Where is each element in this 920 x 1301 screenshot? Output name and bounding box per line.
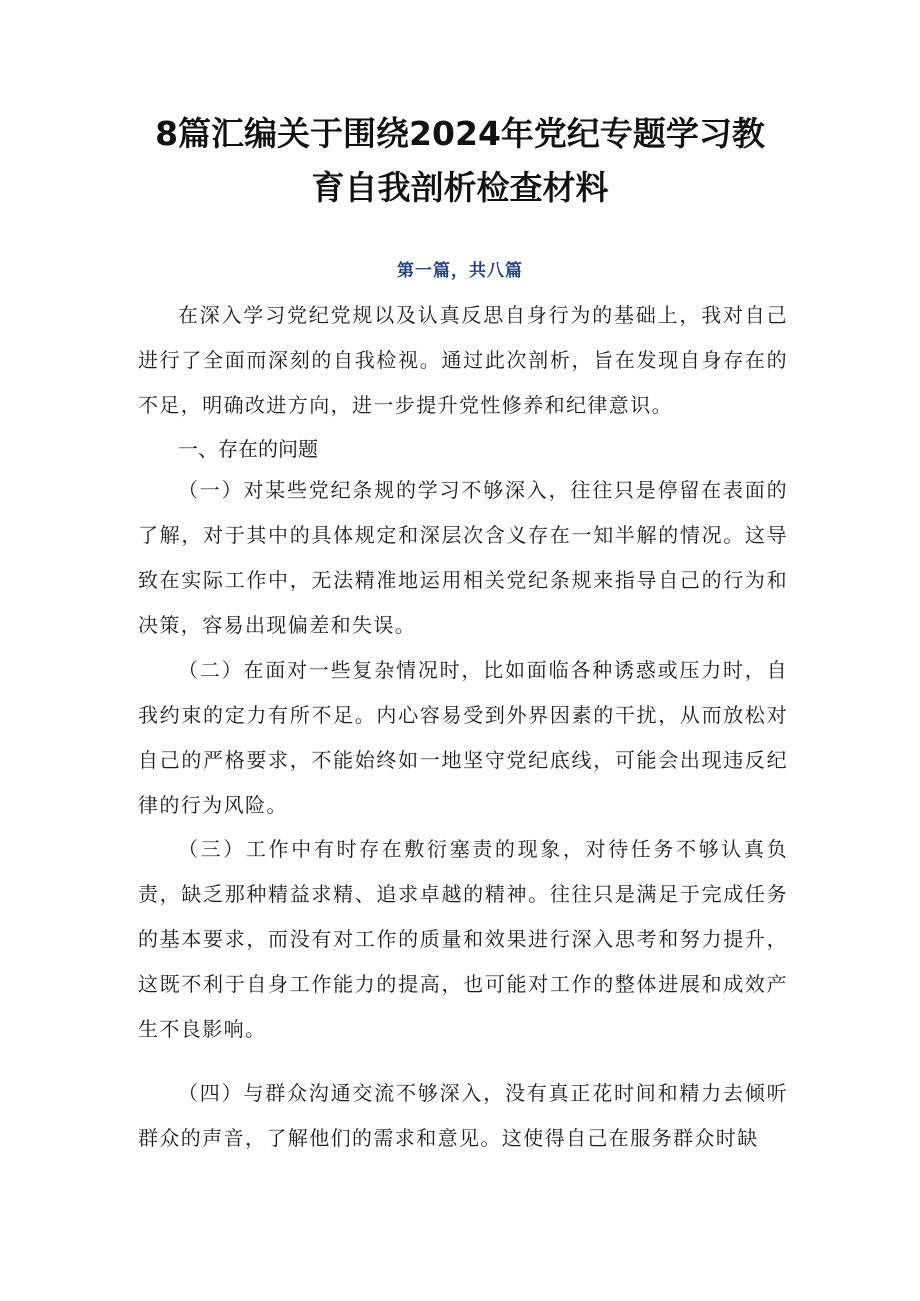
intro-paragraph: 在深入学习党纪党规以及认真反思自身行为的基础上，我对自己进行了全面而深刻的自我检视。通过此次剖析，旨在发现自身存在的不足，明确改进方向，进一步提升党性修养和纪律意识。 [138, 303, 788, 417]
title-line-2: 育自我剖析检查材料 [311, 168, 609, 207]
part-subtitle: 第一篇，共八篇 [397, 261, 523, 281]
problem-paragraph-4: （四）与群众沟通交流不够深入，没有真正花时间和精力去倾听群众的声音，了解他们的需求和意见。这使得自己在服务群众时缺 [138, 1081, 788, 1150]
problem-paragraph-3: （三）工作中有时存在敷衍塞责的现象，对待任务不够认真负责，缺乏那种精益求精、追求卓越的精神。往往只是满足于完成任务的基本要求，而没有对工作的质量和效果进行深入思考和努力提升，这既不利于自身工作能力的提高，也可能对工作的整体进展和成效产生不良影响。 [138, 837, 788, 1041]
problem-paragraph-2: （二）在面对一些复杂情况时，比如面临各种诱惑或压力时，自我约束的定力有所不足。内心容易受到外界因素的干扰，从而放松对自己的严格要求，不能始终如一地坚守党纪底线，可能会出现违反纪律的行为风险。 [138, 658, 788, 817]
title-line-1: 8篇汇编关于围绕2024年党纪专题学习教 [155, 114, 765, 153]
problem-paragraph-1: （一）对某些党纪条规的学习不够深入，往往只是停留在表面的了解，对于其中的具体规定和深层次含义存在一知半解的情况。这导致在实际工作中，无法精准地运用相关党纪条规来指导自己的行为和决策，容易出现偏差和失误。 [138, 478, 788, 637]
document-title [120, 107, 800, 215]
section-heading: 一、存在的问题 [178, 437, 318, 461]
